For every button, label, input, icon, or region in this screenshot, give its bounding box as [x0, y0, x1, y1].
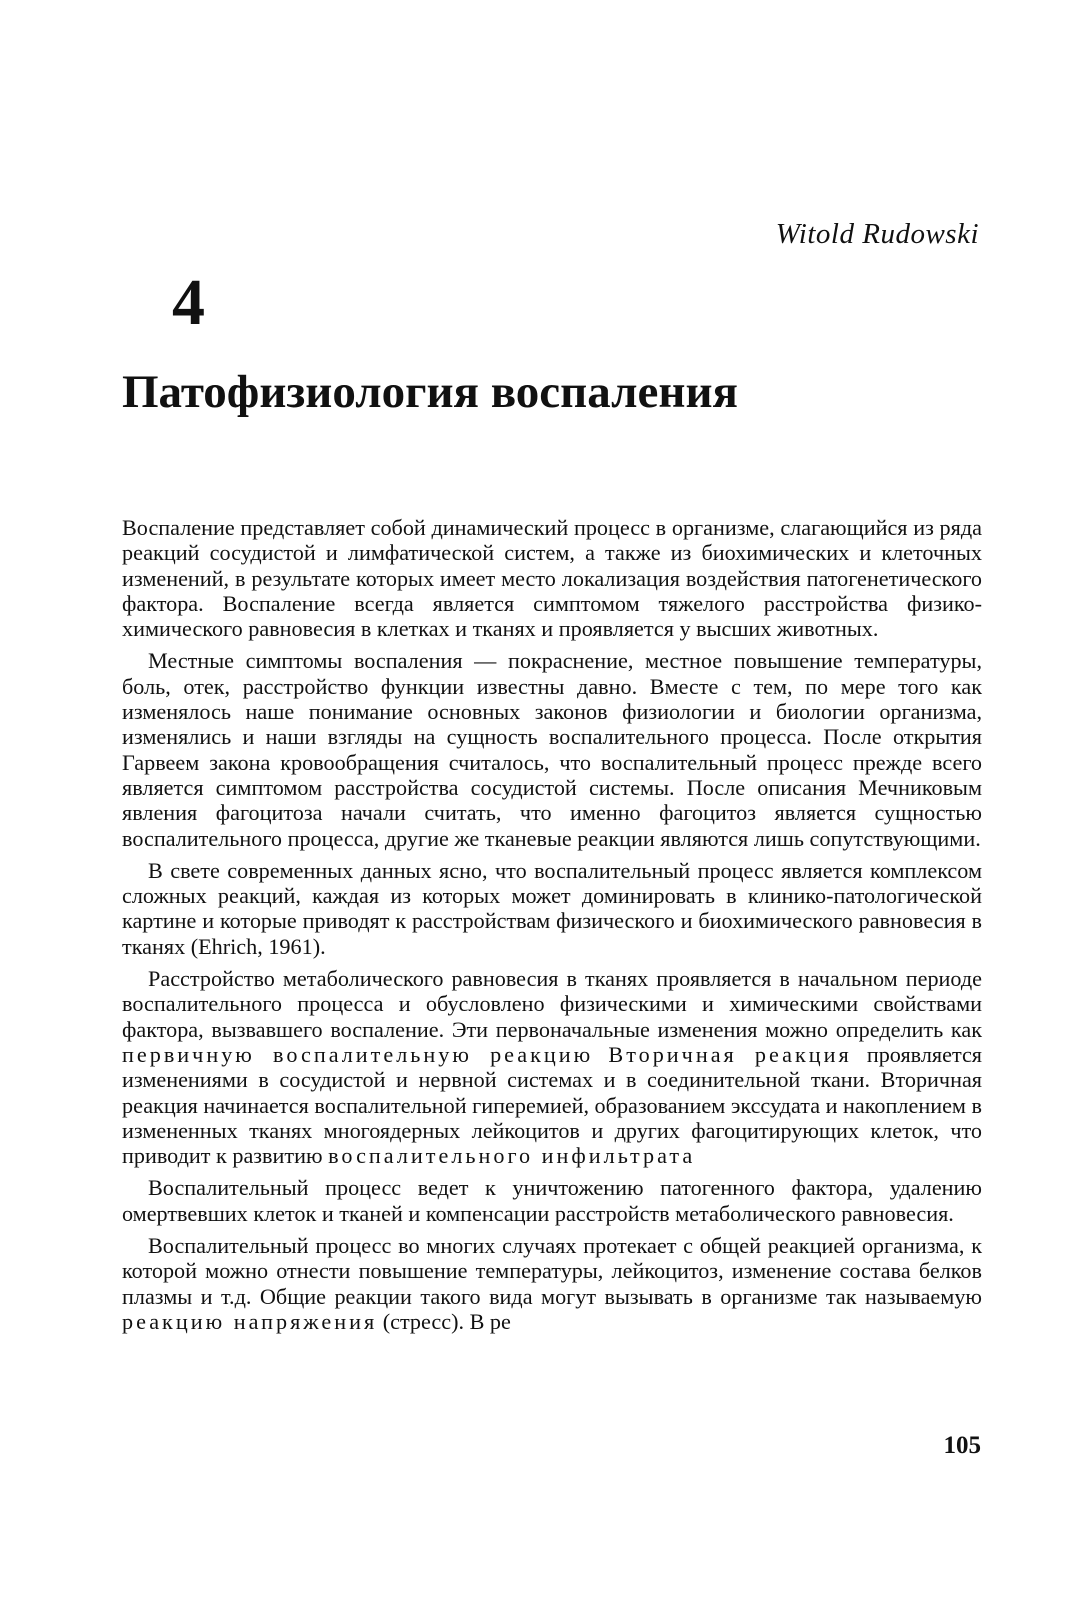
paragraph-3: В свете современных данных ясно, что воспалительный процесс является комплексом сложных реакций, каждая из которых может доминировать в клинико-патологической картине и которые приводят к расстройствам физического и биохимического равновесия в тканях (Ehrich, 1961).	[122, 857, 982, 959]
paragraph-4-text-b	[593, 1042, 608, 1067]
chapter-title: Патофизиология воспаления	[122, 366, 738, 418]
paragraph-5: Воспалительный процесс ведет к уничтожению патогенного фактора, удалению омертвевших клеток и тканей и компенсации расстройств метаболического равновесия.	[122, 1175, 982, 1226]
paragraph-2: Местные симптомы воспаления — покраснение, местное повышение температуры, боль, отек, расстройство функции известны давно. Вместе с тем, по мере того как изменялось наше понимание основных законов физиологии и биологии организма, изменялись и наши взгляды на сущность воспалительного процесса. После открытия Гарвеем закона кровообращения считалось, что воспалительный процесс прежде всего является симптомом расстройства сосудистой системы. После описания Мечниковым явления фагоцитоза начали считать, что именно фагоцитоз является сущностью воспалительного процесса, другие же тканевые реакции являются лишь сопутствующими.	[122, 648, 982, 851]
paragraph-6	[122, 1233, 982, 1334]
paragraph-4-text-a: Расстройство метаболического равновесия в тканях проявляется в начальном периоде воспалительного процесса и обусловлено физическими и химическими свойствами фактора, вызвавшего воспаление. Эти первоначальные изменения можно определить как	[122, 966, 982, 1042]
term-secondary-reaction: Вторичная реакция	[608, 1041, 852, 1067]
page-number: 105	[943, 1432, 981, 1459]
author-name: Witold Rudowski	[775, 218, 979, 250]
body-text	[122, 515, 982, 1341]
term-primary-reaction: первичную воспалительную реакцию	[122, 1041, 594, 1067]
term-inflammatory-infiltrate: воспалительного инфильтрата	[328, 1143, 696, 1169]
chapter-number: 4	[172, 266, 205, 339]
paragraph-6-text-a: Воспалительный процесс во многих случаях протекает с общей реакцией организма, к которой можно отнести повышение температуры, лейкоцитоз, изменение состава белков плазмы и т.д. Общие реакции такого вида могут вызывать в организме так называемую	[122, 1233, 982, 1309]
paragraph-4	[122, 966, 982, 1168]
paragraph-6-text-b: (стресс). В ре	[377, 1308, 511, 1334]
paragraph-4-text-c: проявляется изменениями в сосудистой и нервной системах и в соединительной ткани. Вторичная реакция начинается воспалительной гиперемией, образованием экссудата и накоплением в измененных тканях многоядерных лейкоцитов и других фагоцитирующих клеток, что приводит к развитию	[122, 1041, 982, 1169]
paragraph-1: Воспаление представляет собой динамический процесс в организме, слагающийся из ряда реакций сосудистой и лимфатической систем, а также из биохимических и клеточных изменений, в результате которых имеет место локализация воздействия патогенетического фактора. Воспаление всегда является симптомом тяжелого расстройства физико-химического равновесия в клетках и тканях и проявляется у высших животных.	[122, 515, 982, 642]
term-stress-reaction: реакцию напряжения	[122, 1308, 378, 1334]
